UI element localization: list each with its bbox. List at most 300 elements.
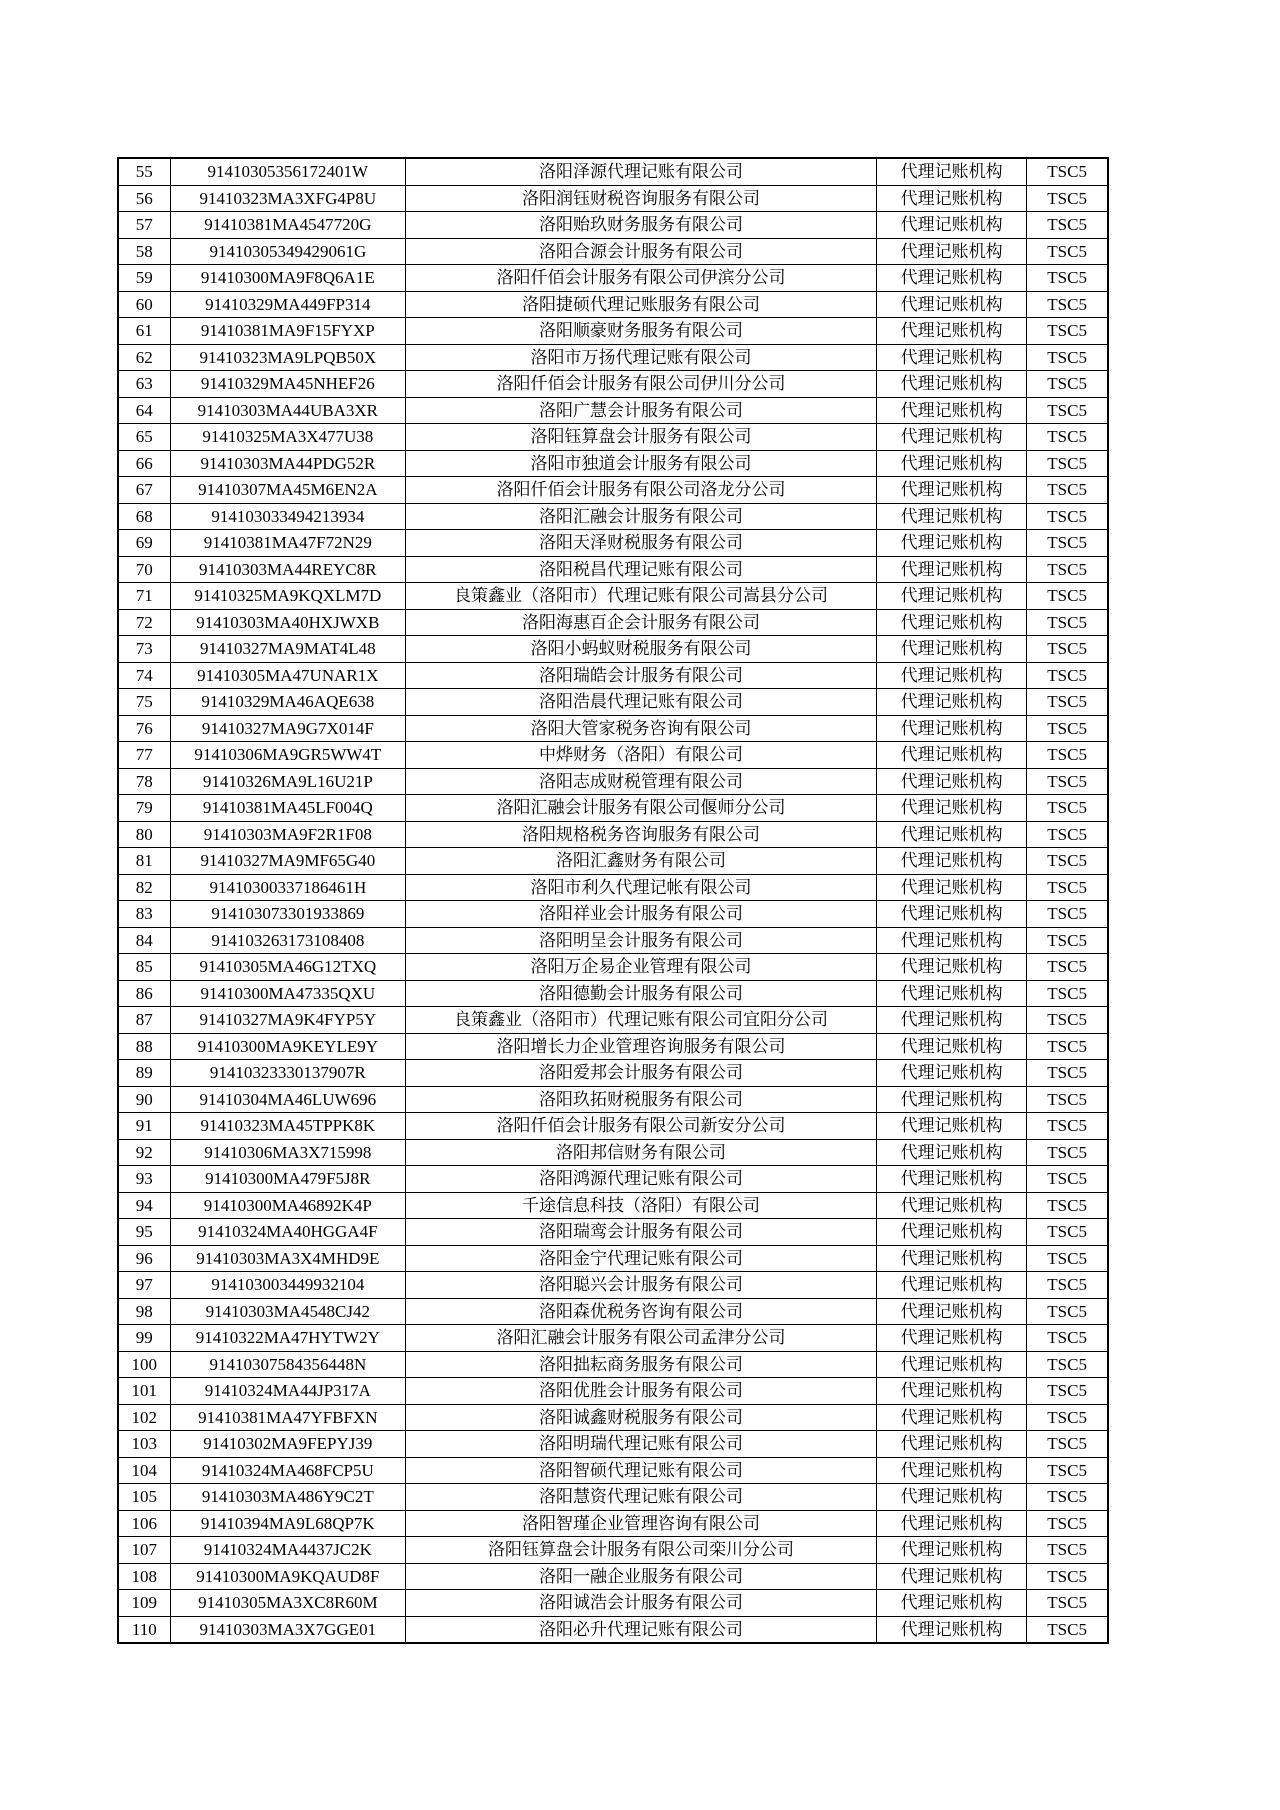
category-code-cell: TSC5 (1027, 265, 1108, 292)
table-row (118, 1457, 1108, 1484)
row-number-cell: 56 (118, 185, 170, 212)
agency-type-cell: 代理记账机构 (877, 1298, 1027, 1325)
agency-type-cell: 代理记账机构 (877, 1245, 1027, 1272)
table-row (118, 530, 1108, 557)
company-name-cell: 洛阳泽源代理记账有限公司 (406, 158, 877, 185)
row-number-cell: 82 (118, 874, 170, 901)
category-code-cell: TSC5 (1027, 636, 1108, 663)
row-number-cell: 97 (118, 1272, 170, 1299)
row-number-cell: 100 (118, 1351, 170, 1378)
agency-type-cell: 代理记账机构 (877, 1457, 1027, 1484)
category-code-cell: TSC5 (1027, 1219, 1108, 1246)
row-number-cell: 81 (118, 848, 170, 875)
company-name-cell: 洛阳诚鑫财税服务有限公司 (406, 1404, 877, 1431)
agency-type-cell: 代理记账机构 (877, 1166, 1027, 1193)
credit-code-cell: 91410307584356448N (170, 1351, 405, 1378)
company-name-cell: 洛阳明瑞代理记账有限公司 (406, 1431, 877, 1458)
credit-code-cell: 91410306MA9GR5WW4T (170, 742, 405, 769)
table-row (118, 1351, 1108, 1378)
row-number-cell: 99 (118, 1325, 170, 1352)
credit-code-cell: 91410303MA4548CJ42 (170, 1298, 405, 1325)
table-row (118, 371, 1108, 398)
row-number-cell: 98 (118, 1298, 170, 1325)
agency-type-cell: 代理记账机构 (877, 1007, 1027, 1034)
category-code-cell: TSC5 (1027, 795, 1108, 822)
company-name-cell: 洛阳慧资代理记账有限公司 (406, 1484, 877, 1511)
category-code-cell: TSC5 (1027, 291, 1108, 318)
category-code-cell: TSC5 (1027, 1378, 1108, 1405)
credit-code-cell: 914103053494290​61G (170, 238, 405, 265)
credit-code-cell: 91410329MA46AQE638 (170, 689, 405, 716)
category-code-cell: TSC5 (1027, 1139, 1108, 1166)
credit-code-cell: 91410325MA3X477U38 (170, 424, 405, 451)
agency-type-cell: 代理记账机构 (877, 530, 1027, 557)
company-name-cell: 洛阳大管家税务咨询有限公司 (406, 715, 877, 742)
agency-type-cell: 代理记账机构 (877, 1590, 1027, 1617)
company-name-cell: 洛阳钰算盘会计服务有限公司栾川分公司 (406, 1537, 877, 1564)
row-number-cell: 83 (118, 901, 170, 928)
table-row (118, 980, 1108, 1007)
table-row (118, 1537, 1108, 1564)
row-number-cell: 60 (118, 291, 170, 318)
row-number-cell: 86 (118, 980, 170, 1007)
table-row (118, 397, 1108, 424)
category-code-cell: TSC5 (1027, 1537, 1108, 1564)
row-number-cell: 67 (118, 477, 170, 504)
row-number-cell: 109 (118, 1590, 170, 1617)
agency-type-cell: 代理记账机构 (877, 662, 1027, 689)
category-code-cell: TSC5 (1027, 1431, 1108, 1458)
category-code-cell: TSC5 (1027, 1166, 1108, 1193)
table-row (118, 265, 1108, 292)
row-number-cell: 77 (118, 742, 170, 769)
row-number-cell: 107 (118, 1537, 170, 1564)
agency-type-cell: 代理记账机构 (877, 1510, 1027, 1537)
credit-code-cell: 91410300MA9KQAUD8F (170, 1563, 405, 1590)
agency-type-cell: 代理记账机构 (877, 821, 1027, 848)
agency-type-cell: 代理记账机构 (877, 238, 1027, 265)
row-number-cell: 87 (118, 1007, 170, 1034)
table-row (118, 1113, 1108, 1140)
row-number-cell: 76 (118, 715, 170, 742)
agency-type-cell: 代理记账机构 (877, 927, 1027, 954)
company-name-cell: 洛阳玖拓财税服务有限公司 (406, 1086, 877, 1113)
company-name-cell: 洛阳祥业会计服务有限公司 (406, 901, 877, 928)
agency-type-cell: 代理记账机构 (877, 185, 1027, 212)
table-row (118, 821, 1108, 848)
table-row (118, 715, 1108, 742)
agency-type-cell: 代理记账机构 (877, 1086, 1027, 1113)
category-code-cell: TSC5 (1027, 1590, 1108, 1617)
category-code-cell: TSC5 (1027, 768, 1108, 795)
row-number-cell: 64 (118, 397, 170, 424)
company-name-cell: 洛阳仟佰会计服务有限公司伊滨分公司 (406, 265, 877, 292)
credit-code-cell: 91410329MA449FP314 (170, 291, 405, 318)
table-row (118, 158, 1108, 185)
table-row (118, 927, 1108, 954)
credit-code-cell: 914103263173108408 (170, 927, 405, 954)
table-row (118, 768, 1108, 795)
table-row (118, 954, 1108, 981)
agency-type-cell: 代理记账机构 (877, 291, 1027, 318)
row-number-cell: 55 (118, 158, 170, 185)
agency-type-cell: 代理记账机构 (877, 1219, 1027, 1246)
company-name-cell: 洛阳邦信财务有限公司 (406, 1139, 877, 1166)
agency-type-cell: 代理记账机构 (877, 158, 1027, 185)
row-number-cell: 78 (118, 768, 170, 795)
credit-code-cell: 91410323MA9LPQB50X (170, 344, 405, 371)
agency-type-cell: 代理记账机构 (877, 1272, 1027, 1299)
agency-type-cell: 代理记账机构 (877, 689, 1027, 716)
category-code-cell: TSC5 (1027, 1060, 1108, 1087)
company-name-cell: 洛阳志成财税管理有限公司 (406, 768, 877, 795)
category-code-cell: TSC5 (1027, 344, 1108, 371)
agency-type-cell: 代理记账机构 (877, 715, 1027, 742)
table-row (118, 1139, 1108, 1166)
row-number-cell: 108 (118, 1563, 170, 1590)
row-number-cell: 66 (118, 450, 170, 477)
credit-code-cell: 91410381MA47YFBFXN (170, 1404, 405, 1431)
agency-type-cell: 代理记账机构 (877, 583, 1027, 610)
company-name-cell: 洛阳明呈会计服务有限公司 (406, 927, 877, 954)
table-row (118, 1325, 1108, 1352)
agency-type-cell: 代理记账机构 (877, 609, 1027, 636)
category-code-cell: TSC5 (1027, 1192, 1108, 1219)
table-row (118, 212, 1108, 239)
row-number-cell: 96 (118, 1245, 170, 1272)
table-row (118, 1060, 1108, 1087)
credit-code-cell: 91410300MA9KEYLE9Y (170, 1033, 405, 1060)
agency-type-cell: 代理记账机构 (877, 477, 1027, 504)
row-number-cell: 57 (118, 212, 170, 239)
category-code-cell: TSC5 (1027, 185, 1108, 212)
credit-code-cell: 91410303MA40HXJWXB (170, 609, 405, 636)
agency-type-cell: 代理记账机构 (877, 1060, 1027, 1087)
row-number-cell: 72 (118, 609, 170, 636)
company-name-cell: 洛阳仟佰会计服务有限公司洛龙分公司 (406, 477, 877, 504)
row-number-cell: 91 (118, 1113, 170, 1140)
company-name-cell: 洛阳市独道会计服务有限公司 (406, 450, 877, 477)
agency-type-cell: 代理记账机构 (877, 1484, 1027, 1511)
credit-code-cell: 914103033494213934 (170, 503, 405, 530)
category-code-cell: TSC5 (1027, 503, 1108, 530)
credit-code-cell: 91410303MA3X4MHD9E (170, 1245, 405, 1272)
credit-code-cell: 91410303MA44PDG52R (170, 450, 405, 477)
category-code-cell: TSC5 (1027, 477, 1108, 504)
company-name-cell: 洛阳仟佰会计服务有限公司新安分公司 (406, 1113, 877, 1140)
category-code-cell: TSC5 (1027, 238, 1108, 265)
credit-code-cell: 91410303MA9F2R1F08 (170, 821, 405, 848)
row-number-cell: 84 (118, 927, 170, 954)
credit-code-cell: 91410322MA47HYTW2Y (170, 1325, 405, 1352)
row-number-cell: 75 (118, 689, 170, 716)
row-number-cell: 80 (118, 821, 170, 848)
table-body (118, 158, 1108, 1643)
company-name-cell: 洛阳润钰财税咨询服务有限公司 (406, 185, 877, 212)
agency-type-cell: 代理记账机构 (877, 503, 1027, 530)
company-name-cell: 洛阳捷硕代理记账服务有限公司 (406, 291, 877, 318)
row-number-cell: 92 (118, 1139, 170, 1166)
table-row (118, 450, 1108, 477)
company-name-cell: 洛阳海惠百企会计服务有限公司 (406, 609, 877, 636)
row-number-cell: 63 (118, 371, 170, 398)
table-row (118, 238, 1108, 265)
table-row (118, 1086, 1108, 1113)
row-number-cell: 61 (118, 318, 170, 345)
table-row (118, 742, 1108, 769)
row-number-cell: 88 (118, 1033, 170, 1060)
agency-type-cell: 代理记账机构 (877, 636, 1027, 663)
company-name-cell: 中烨财务（洛阳）有限公司 (406, 742, 877, 769)
credit-code-cell: 91410303MA3X7GGE01 (170, 1616, 405, 1643)
credit-code-cell: 91410307MA45M6EN2A (170, 477, 405, 504)
company-name-cell: 洛阳广慧会计服务有限公司 (406, 397, 877, 424)
company-name-cell: 洛阳智硕代理记账有限公司 (406, 1457, 877, 1484)
row-number-cell: 103 (118, 1431, 170, 1458)
agency-type-cell: 代理记账机构 (877, 742, 1027, 769)
table-row (118, 1298, 1108, 1325)
credit-code-cell: 91410300MA9F8Q6A1E (170, 265, 405, 292)
company-name-cell: 洛阳瑞皓会计服务有限公司 (406, 662, 877, 689)
credit-code-cell: 91410325MA9KQXLM7D (170, 583, 405, 610)
credit-code-cell: 91410323MA3XFG4P8U (170, 185, 405, 212)
agency-type-cell: 代理记账机构 (877, 954, 1027, 981)
agency-type-cell: 代理记账机构 (877, 265, 1027, 292)
company-name-cell: 洛阳市利久代理记帐有限公司 (406, 874, 877, 901)
category-code-cell: TSC5 (1027, 1272, 1108, 1299)
company-name-cell: 洛阳鸿源代理记账有限公司 (406, 1166, 877, 1193)
agency-type-cell: 代理记账机构 (877, 901, 1027, 928)
category-code-cell: TSC5 (1027, 1033, 1108, 1060)
row-number-cell: 106 (118, 1510, 170, 1537)
row-number-cell: 58 (118, 238, 170, 265)
table-row (118, 1378, 1108, 1405)
table-row (118, 291, 1108, 318)
agency-type-cell: 代理记账机构 (877, 344, 1027, 371)
company-name-cell: 洛阳规格税务咨询服务有限公司 (406, 821, 877, 848)
credit-code-cell: 91410306MA3X715998 (170, 1139, 405, 1166)
category-code-cell: TSC5 (1027, 1113, 1108, 1140)
row-number-cell: 68 (118, 503, 170, 530)
credit-code-cell: 91410324MA4437JC2K (170, 1537, 405, 1564)
table-row (118, 344, 1108, 371)
row-number-cell: 79 (118, 795, 170, 822)
company-name-cell: 良策鑫业（洛阳市）代理记账有限公司嵩县分公司 (406, 583, 877, 610)
category-code-cell: TSC5 (1027, 556, 1108, 583)
agency-type-cell: 代理记账机构 (877, 556, 1027, 583)
category-code-cell: TSC5 (1027, 1325, 1108, 1352)
table-row (118, 901, 1108, 928)
category-code-cell: TSC5 (1027, 450, 1108, 477)
company-name-cell: 洛阳汇融会计服务有限公司孟津分公司 (406, 1325, 877, 1352)
row-number-cell: 65 (118, 424, 170, 451)
agency-list-table (117, 157, 1109, 1644)
table-row (118, 477, 1108, 504)
company-name-cell: 洛阳合源会计服务有限公司 (406, 238, 877, 265)
category-code-cell: TSC5 (1027, 980, 1108, 1007)
credit-code-cell: 91410381MA45LF004Q (170, 795, 405, 822)
row-number-cell: 71 (118, 583, 170, 610)
table-row (118, 583, 1108, 610)
category-code-cell: TSC5 (1027, 1086, 1108, 1113)
credit-code-cell: 914103073301933869 (170, 901, 405, 928)
table-row (118, 1033, 1108, 1060)
credit-code-cell: 91410381MA47F72N29 (170, 530, 405, 557)
category-code-cell: TSC5 (1027, 609, 1108, 636)
category-code-cell: TSC5 (1027, 371, 1108, 398)
category-code-cell: TSC5 (1027, 1563, 1108, 1590)
company-name-cell: 洛阳德勤会计服务有限公司 (406, 980, 877, 1007)
company-name-cell: 洛阳优胜会计服务有限公司 (406, 1378, 877, 1405)
category-code-cell: TSC5 (1027, 874, 1108, 901)
company-name-cell: 洛阳税昌代理记账有限公司 (406, 556, 877, 583)
category-code-cell: TSC5 (1027, 954, 1108, 981)
credit-code-cell: 91410394MA9L68QP7K (170, 1510, 405, 1537)
category-code-cell: TSC5 (1027, 1457, 1108, 1484)
row-number-cell: 102 (118, 1404, 170, 1431)
company-name-cell: 洛阳顺豪财务服务有限公司 (406, 318, 877, 345)
credit-code-cell: 91410300MA479F5J8R (170, 1166, 405, 1193)
agency-type-cell: 代理记账机构 (877, 795, 1027, 822)
table-row (118, 1431, 1108, 1458)
table-row (118, 662, 1108, 689)
credit-code-cell: 91410302MA9FEPYJ39 (170, 1431, 405, 1458)
credit-code-cell: 91410327MA9G7X014F (170, 715, 405, 742)
category-code-cell: TSC5 (1027, 1616, 1108, 1643)
row-number-cell: 85 (118, 954, 170, 981)
agency-type-cell: 代理记账机构 (877, 424, 1027, 451)
row-number-cell: 93 (118, 1166, 170, 1193)
row-number-cell: 101 (118, 1378, 170, 1405)
credit-code-cell: 91410329MA45NHEF26 (170, 371, 405, 398)
table-row (118, 1563, 1108, 1590)
credit-code-cell: 91410305356172401W (170, 158, 405, 185)
category-code-cell: TSC5 (1027, 1007, 1108, 1034)
table-row (118, 848, 1108, 875)
credit-code-cell: 91410304MA46LUW696 (170, 1086, 405, 1113)
category-code-cell: TSC5 (1027, 318, 1108, 345)
company-name-cell: 千途信息科技（洛阳）有限公司 (406, 1192, 877, 1219)
table-row (118, 1272, 1108, 1299)
table-row (118, 874, 1108, 901)
row-number-cell: 59 (118, 265, 170, 292)
row-number-cell: 62 (118, 344, 170, 371)
table-row (118, 1404, 1108, 1431)
table-row (118, 185, 1108, 212)
row-number-cell: 105 (118, 1484, 170, 1511)
row-number-cell: 95 (118, 1219, 170, 1246)
category-code-cell: TSC5 (1027, 158, 1108, 185)
table-row (118, 609, 1108, 636)
category-code-cell: TSC5 (1027, 583, 1108, 610)
company-name-cell: 洛阳增长力企业管理咨询服务有限公司 (406, 1033, 877, 1060)
agency-type-cell: 代理记账机构 (877, 1192, 1027, 1219)
agency-type-cell: 代理记账机构 (877, 1113, 1027, 1140)
company-name-cell: 洛阳小蚂蚁财税服务有限公司 (406, 636, 877, 663)
category-code-cell: TSC5 (1027, 927, 1108, 954)
table-row (118, 503, 1108, 530)
category-code-cell: TSC5 (1027, 1245, 1108, 1272)
table-row (118, 1166, 1108, 1193)
company-name-cell: 洛阳万企易企业管理有限公司 (406, 954, 877, 981)
credit-code-cell: 91410305MA47UNAR1X (170, 662, 405, 689)
company-name-cell: 洛阳汇融会计服务有限公司 (406, 503, 877, 530)
agency-type-cell: 代理记账机构 (877, 450, 1027, 477)
company-name-cell: 洛阳一融企业服务有限公司 (406, 1563, 877, 1590)
credit-code-cell: 91410327MA9K4FYP5Y (170, 1007, 405, 1034)
table-row (118, 556, 1108, 583)
company-name-cell: 良策鑫业（洛阳市）代理记账有限公司宜阳分公司 (406, 1007, 877, 1034)
agency-type-cell: 代理记账机构 (877, 874, 1027, 901)
category-code-cell: TSC5 (1027, 662, 1108, 689)
agency-type-cell: 代理记账机构 (877, 1563, 1027, 1590)
credit-code-cell: 91410305MA3XC8R60M (170, 1590, 405, 1617)
company-name-cell: 洛阳诚浩会计服务有限公司 (406, 1590, 877, 1617)
table-row (118, 1007, 1108, 1034)
credit-code-cell: 91410323MA45TPPK8K (170, 1113, 405, 1140)
category-code-cell: TSC5 (1027, 715, 1108, 742)
agency-type-cell: 代理记账机构 (877, 1351, 1027, 1378)
agency-type-cell: 代理记账机构 (877, 1431, 1027, 1458)
agency-type-cell: 代理记账机构 (877, 1033, 1027, 1060)
category-code-cell: TSC5 (1027, 1510, 1108, 1537)
category-code-cell: TSC5 (1027, 212, 1108, 239)
agency-type-cell: 代理记账机构 (877, 212, 1027, 239)
company-name-cell: 洛阳仟佰会计服务有限公司伊川分公司 (406, 371, 877, 398)
credit-code-cell: 91410381MA4547720G (170, 212, 405, 239)
category-code-cell: TSC5 (1027, 530, 1108, 557)
credit-code-cell: 91410303MA44UBA3XR (170, 397, 405, 424)
agency-type-cell: 代理记账机构 (877, 1616, 1027, 1643)
credit-code-cell: 91410324MA40HGGA4F (170, 1219, 405, 1246)
agency-type-cell: 代理记账机构 (877, 848, 1027, 875)
agency-type-cell: 代理记账机构 (877, 1139, 1027, 1166)
category-code-cell: TSC5 (1027, 1351, 1108, 1378)
agency-type-cell: 代理记账机构 (877, 768, 1027, 795)
company-name-cell: 洛阳聪兴会计服务有限公司 (406, 1272, 877, 1299)
category-code-cell: TSC5 (1027, 848, 1108, 875)
table-row (118, 1484, 1108, 1511)
table-row (118, 424, 1108, 451)
company-name-cell: 洛阳瑞鸾会计服务有限公司 (406, 1219, 877, 1246)
row-number-cell: 104 (118, 1457, 170, 1484)
row-number-cell: 89 (118, 1060, 170, 1087)
company-name-cell: 洛阳智瑾企业管理咨询有限公司 (406, 1510, 877, 1537)
agency-type-cell: 代理记账机构 (877, 1537, 1027, 1564)
agency-type-cell: 代理记账机构 (877, 397, 1027, 424)
agency-type-cell: 代理记账机构 (877, 980, 1027, 1007)
company-name-cell: 洛阳爱邦会计服务有限公司 (406, 1060, 877, 1087)
company-name-cell: 洛阳钰算盘会计服务有限公司 (406, 424, 877, 451)
category-code-cell: TSC5 (1027, 742, 1108, 769)
credit-code-cell: 91410323330137907R (170, 1060, 405, 1087)
credit-code-cell: 91410300MA46892K4P (170, 1192, 405, 1219)
table-row (118, 636, 1108, 663)
credit-code-cell: 91410303MA486Y9C2T (170, 1484, 405, 1511)
credit-code-cell: 91410327MA9MAT4L48 (170, 636, 405, 663)
agency-type-cell: 代理记账机构 (877, 1378, 1027, 1405)
category-code-cell: TSC5 (1027, 901, 1108, 928)
row-number-cell: 73 (118, 636, 170, 663)
company-name-cell: 洛阳贻玖财务服务有限公司 (406, 212, 877, 239)
credit-code-cell: 91410326MA9L16U21P (170, 768, 405, 795)
company-name-cell: 洛阳汇鑫财务有限公司 (406, 848, 877, 875)
table-row (118, 795, 1108, 822)
credit-code-cell: 91410305MA46G12TXQ (170, 954, 405, 981)
credit-code-cell: 91410303MA44REYC8R (170, 556, 405, 583)
table-row (118, 1510, 1108, 1537)
table-row (118, 1616, 1108, 1643)
